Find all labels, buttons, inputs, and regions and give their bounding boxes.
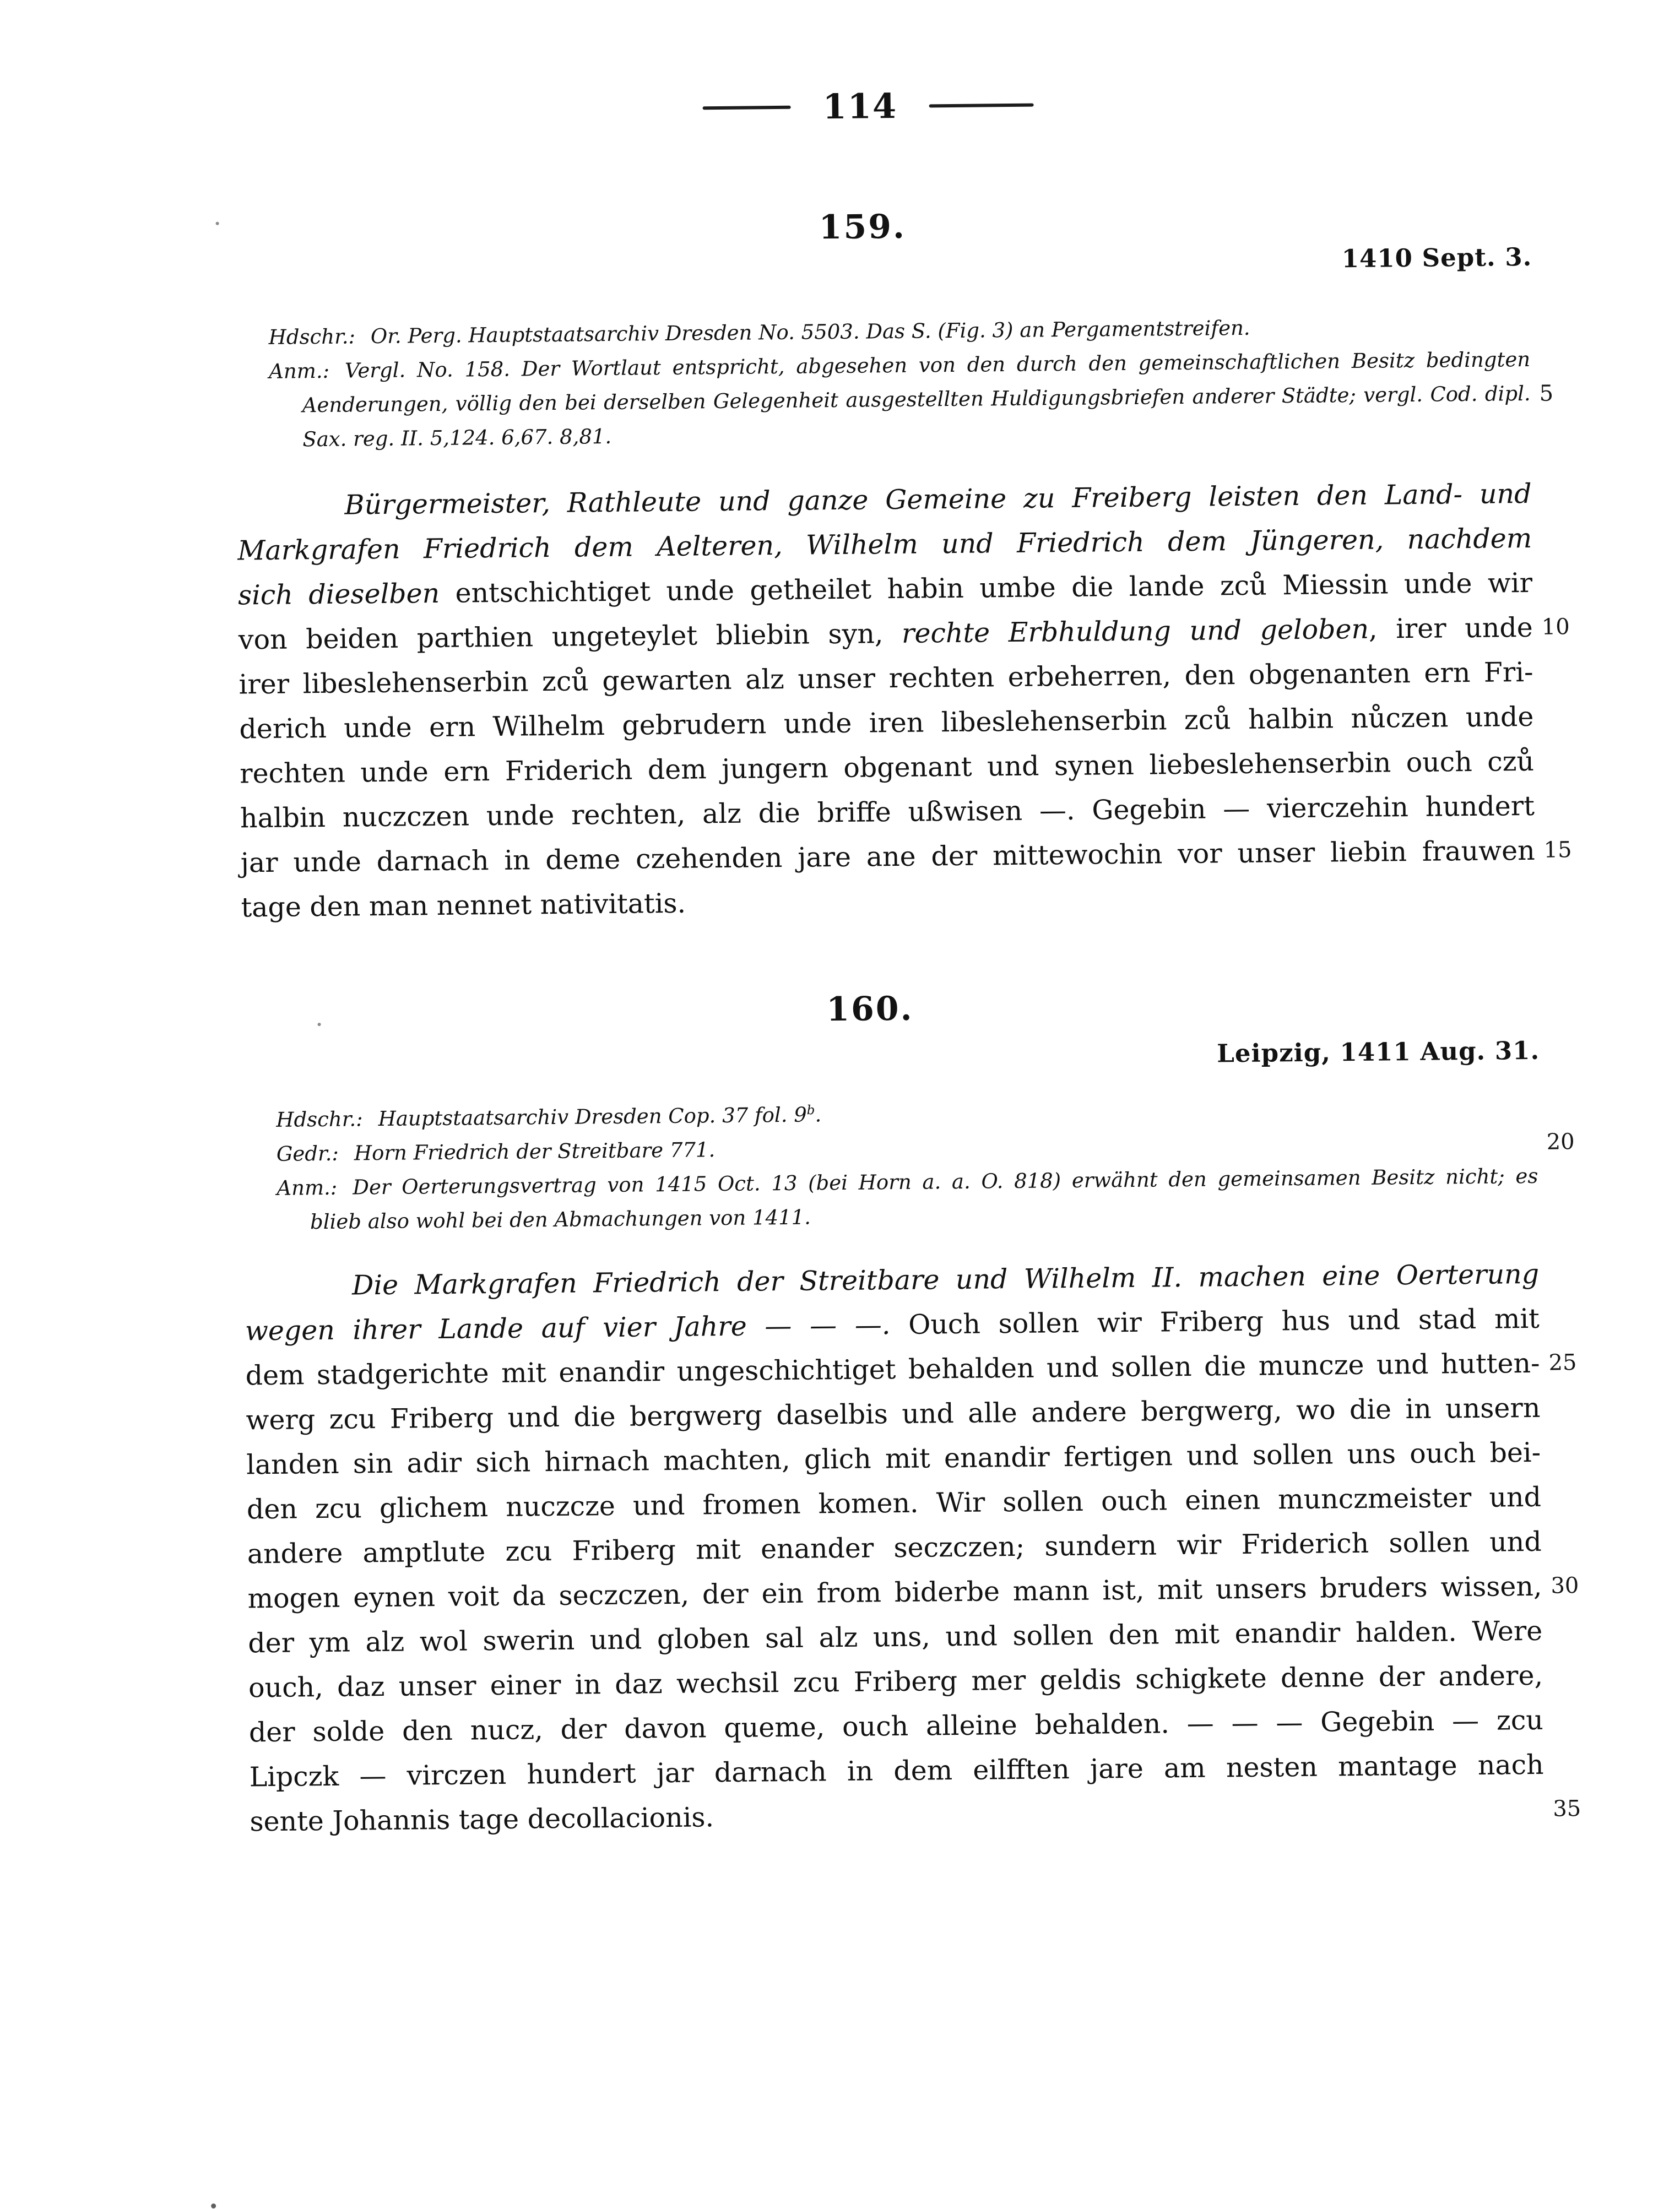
entry-160-number: 160. <box>826 989 914 1029</box>
meta-label-anm: Anm.: <box>277 1175 338 1200</box>
body-line-text: jar unde darnach in deme czehenden jare ane der mittewochin vor unser liebin frauwen <box>240 834 1535 879</box>
scan-artifact <box>216 222 219 225</box>
meta-text-anm: Vergl. No. 158. Der Wortlaut entspricht, abgesehen von den durch den gemeinschaftlichen Besitz bedingten <box>344 347 1531 383</box>
entry-159-date: 1410 Sept. 3. <box>1341 242 1532 274</box>
body-line-text: sente Johannis tage decollacionis. <box>250 1801 714 1838</box>
meta-text-gedr: Horn Friedrich der Streitbare 771. <box>354 1138 716 1165</box>
scan-artifact <box>318 1023 321 1026</box>
body-line-text: Die Markgrafen Friedrich der Streitbare und Wilhelm II. machen eine Oerterung <box>351 1258 1540 1301</box>
meta-label-anm: Anm.: <box>268 359 330 383</box>
body-line-text: sich dieselben <box>237 577 440 611</box>
body-line-text: dem stadgerichte mit enandir ungeschichtiget behalden und sollen die muncze und hutten- <box>245 1347 1540 1392</box>
body-line-text: den zcu glichem nuczcze und fromen komen. Wir sollen ouch einen munczmeister und <box>246 1481 1542 1526</box>
meta-text-hdschr: Hauptstaatsarchiv Dresden Cop. 37 fol. 9 <box>378 1103 807 1131</box>
scan-artifact <box>211 2203 216 2208</box>
page-number: 114 <box>822 85 898 127</box>
body-line-text: wegen ihrer Lande auf vier Jahre — — —. <box>245 1309 891 1347</box>
body-line-text: Ouch sollen wir Friberg hus und stad mit <box>890 1302 1540 1341</box>
body-line-text: der ym alz wol swerin und globen sal alz uns, und sollen den mit enandir halden. Were <box>248 1615 1543 1659</box>
header-rule-right <box>929 104 1034 108</box>
body-line-text: Markgrafen Friedrich dem Aelteren, Wilhelm und Friedrich dem Jüngeren, nachdem <box>237 522 1532 567</box>
meta-label-gedr: Gedr.: <box>276 1141 339 1166</box>
body-line-text: Bürgermeister, Rathleute und ganze Gemeine zu Freiberg leisten den Land- und <box>344 477 1532 521</box>
margin-line-number-35: 35 <box>1553 1796 1581 1822</box>
meta-label-hdschr: Hdschr.: <box>276 1107 363 1132</box>
margin-line-number-5: 5 <box>1539 381 1554 406</box>
meta-text-anm-cont: blieb also wohl bei den Abmachungen von 1411. <box>310 1205 811 1234</box>
entry-159-number: 159. <box>819 207 907 247</box>
meta-text-anm-cont1: Aenderungen, völlig den bei derselben Gelegenheit ausgestellten Huldigungsbriefen anderer Städte; vergl. Cod. dipl. <box>302 381 1531 417</box>
margin-line-number-20: 20 <box>1546 1129 1575 1155</box>
body-line-text: irer libeslehenserbin zců gewarten alz unser rechten erbeherren, den obgenanten ern Fri- <box>239 656 1533 701</box>
body-line-text: ouch, daz unser einer in daz wechsil zcu Friberg mer geldis schigkete denne der andere, <box>248 1659 1543 1704</box>
body-line-text: landen sin adir sich hirnach machten, glich mit enandir fertigen und sollen uns ouch bei- <box>246 1436 1541 1481</box>
meta-text-anm-cont2: Sax. reg. II. 5,124. 6,67. 8,81. <box>302 424 612 452</box>
entry-160-metadata <box>276 1091 1538 1240</box>
body-line-text: derich unde ern Wilhelm gebrudern unde iren libeslehenserbin zců halbin nůczen unde <box>239 701 1534 745</box>
body-line-text: werg zcu Friberg und die bergwerg daselbis und alle andere bergwerg, wo die in unsern <box>246 1392 1541 1436</box>
entry-160-body <box>245 1252 1544 1844</box>
body-line-text: Lipczk — virczen hundert jar darnach in dem eilfften jare am nesten mantage nach <box>249 1749 1544 1793</box>
margin-line-number-25: 25 <box>1548 1350 1577 1376</box>
body-line-text: mogen eynen voit da seczczen, der ein from biderbe mann ist, mit unsers bruders wissen, <box>247 1570 1542 1615</box>
meta-text-anm: Der Oerterungsvertrag von 1415 Oct. 13 (bei Horn a. a. O. 818) erwähnt den gemeinsamen Besitz nicht; es <box>353 1164 1538 1200</box>
body-line-text: entschichtiget unde getheilet habin umbe die lande zců Miessin unde wir <box>439 567 1533 609</box>
header-rule-left <box>703 106 791 110</box>
body-line-text: tage den man nennet nativitatis. <box>241 887 686 924</box>
margin-line-number-15: 15 <box>1543 837 1572 863</box>
meta-label-hdschr: Hdschr.: <box>268 324 356 349</box>
meta-text-hdschr-end: . <box>815 1103 822 1127</box>
entry-160-date: Leipzig, 1411 Aug. 31. <box>1216 1035 1540 1068</box>
body-line-text: der solde den nucz, der davon queme, ouch alleine behalden. — — — Gegebin — zcu <box>248 1704 1544 1749</box>
body-line-text: , irer unde <box>1368 611 1533 645</box>
entry-159-metadata <box>268 308 1531 457</box>
margin-line-number-30: 30 <box>1551 1573 1579 1599</box>
entry-159-body <box>237 471 1536 930</box>
body-line-text: halbin nuczczen unde rechten, alz die briffe ußwisen —. Gegebin — vierczehin hundert <box>240 790 1535 834</box>
body-line-text: andere amptlute zcu Friberg mit enander seczczen; sundern wir Friderich sollen und <box>247 1526 1542 1570</box>
body-line-text: rechte Erbhuldung und geloben <box>901 613 1369 649</box>
page-header <box>702 85 1034 128</box>
body-line-text: rechten unde ern Friderich dem jungern obgenant und synen liebeslehenserbin ouch czů <box>239 745 1535 790</box>
meta-text-hdschr-superscript: b <box>806 1103 815 1118</box>
margin-line-number-10: 10 <box>1541 614 1570 640</box>
meta-text-hdschr: Or. Perg. Hauptstaatsarchiv Dresden No. 5503. Das S. (Fig. 3) an Pergamentstreifen. <box>370 316 1250 349</box>
body-line-text: von beiden parthien ungeteylet bliebin syn, <box>238 617 902 656</box>
